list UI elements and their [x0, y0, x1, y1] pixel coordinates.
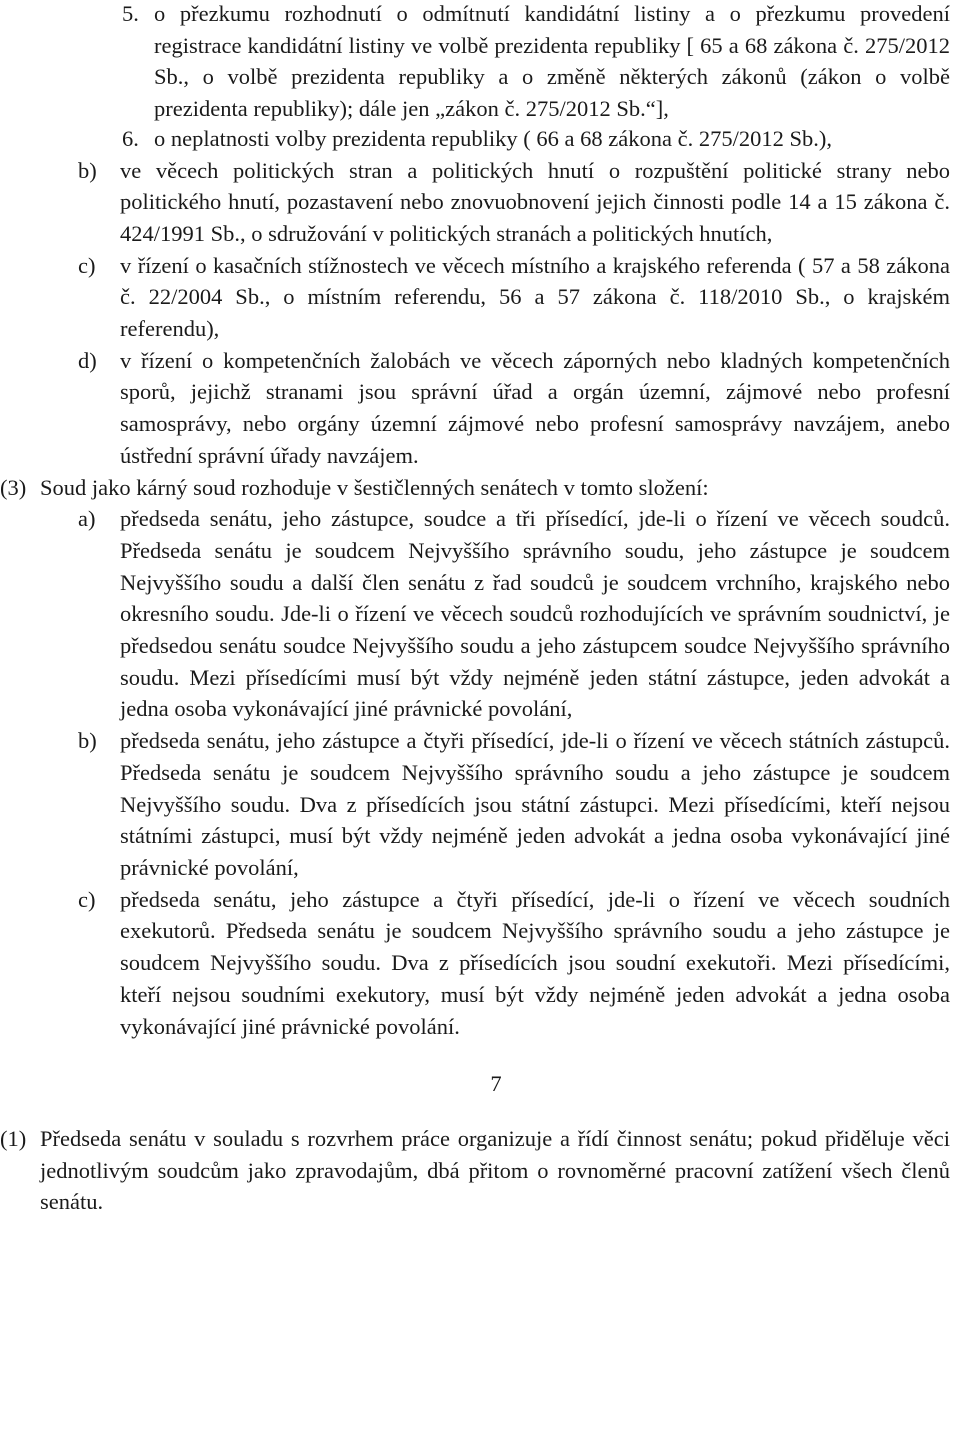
subsection-marker: c) — [78, 886, 96, 912]
paragraph-text: Soud jako kárný soud rozhoduje v šestičlenných senátech v tomto složení: — [40, 474, 709, 500]
subsection-3a — [0, 503, 950, 725]
subsection-3b — [0, 725, 950, 884]
list-item-5 — [0, 0, 950, 125]
paragraph-text: Předseda senátu v souladu s rozvrhem práce organizuje a řídí činnost senátu; pokud přiděluje věci jednotlivým soudcům jako zpravodajům, dbá přitom o rovnoměrné pracovní zatížení všech členů senátu. — [40, 1125, 950, 1215]
paragraph-3 — [0, 472, 950, 504]
subsection-3c — [0, 884, 950, 1043]
subsection-marker: d) — [78, 347, 97, 373]
subsection-c — [0, 250, 950, 345]
section-number: 7 — [490, 1071, 502, 1097]
list-marker: 5. — [122, 1, 139, 26]
paragraph-1 — [0, 1123, 950, 1218]
subsection-d — [0, 345, 950, 472]
subsection-marker: b) — [78, 728, 97, 754]
list-item-6 — [0, 123, 950, 155]
subsection-marker: b) — [78, 157, 97, 183]
subsection-text: v řízení o kasačních stížnostech ve věcech místního a krajského referenda ( 57 a 58 zákona č. 22/2004 Sb., o místním referendu, 56 a 57 zákona č. 118/2010 Sb., o krajském referendu), — [120, 252, 950, 342]
subsection-text: předseda senátu, jeho zástupce a čtyři přísedící, jde-li o řízení ve věcech soudních exekutorů. Předseda senátu je soudcem Nejvyššího správního soudu a jeho zástupce je soudcem Nejvyššího soudu. Dva z přísedících jsou soudní exekutoři. Mezi přísedícími, kteří nejsou soudními exekutory, musí být vždy nejméně jeden advokát a jedna osoba vykonávající jiné právnické povolání. — [120, 886, 950, 1039]
subsection-marker: a) — [78, 506, 96, 532]
subsection-text: předseda senátu, jeho zástupce, soudce a tři přísedící, jde-li o řízení ve věcech soudců. Předseda senátu je soudcem Nejvyššího správního soudu, jeho zástupce je soudcem Nejvyššího soudu a další člen senátu z řad soudců je soudcem vrchního, krajského nebo okresního soudu. Jde-li o řízení ve věcech soudců rozhodujících ve správním soudnictví, je předsedou senátu soudce Nejvyššího soudu a jeho zástupcem soudce Nejvyššího správního soudu. Mezi přísedícími musí být vždy nejméně jeden státní zástupce, jeden advokát a jedna osoba vykonávající jiné právnické povolání, — [120, 506, 950, 722]
paragraph-marker: (3) — [0, 474, 27, 500]
subsection-text: předseda senátu, jeho zástupce a čtyři přísedící, jde-li o řízení ve věcech státních zástupců. Předseda senátu je soudcem Nejvyššího správního soudu a jeho zástupce je soudcem Nejvyššího soudu. Dva z přísedících jsou státní zástupci. Mezi přísedícími, kteří nejsou státními zástupci, musí být vždy nejméně jeden advokát a jedna osoba vykonávající jiné právnické povolání, — [120, 728, 950, 880]
subsection-b — [0, 155, 950, 250]
paragraph-marker: (1) — [0, 1125, 27, 1151]
subsection-marker: c) — [78, 252, 96, 278]
subsection-text: ve věcech politických stran a politických hnutí o rozpuštění politické strany nebo politického hnutí, pozastavení nebo znovuobnovení jejich činnosti podle 14 a 15 zákona č. 424/1991 Sb., o sdružování v politických stranách a politických hnutích, — [120, 157, 950, 246]
subsection-text: v řízení o kompetenčních žalobách ve věcech záporných nebo kladných kompetenčních sporů, jejichž stranami jsou správní úřad a orgán územní, zájmové nebo profesní samosprávy, nebo orgány územní zájmové nebo profesní samosprávy navzájem, anebo ústřední správní úřady navzájem. — [120, 347, 950, 468]
list-item-text: o přezkumu rozhodnutí o odmítnutí kandidátní listiny a o přezkumu provedení registrace kandidátní listiny ve volbě prezidenta republiky [ 65 a 68 zákona č. 275/2012 Sb., o volbě prezidenta republiky a o změně některých zákonů (zákon o volbě prezidenta republiky); dále jen „zákon č. 275/2012 Sb.“], — [154, 1, 950, 122]
section-heading — [0, 1068, 950, 1100]
list-marker: 6. — [122, 125, 139, 151]
list-item-text: o neplatnosti volby prezidenta republiky ( 66 a 68 zákona č. 275/2012 Sb.), — [154, 125, 832, 151]
